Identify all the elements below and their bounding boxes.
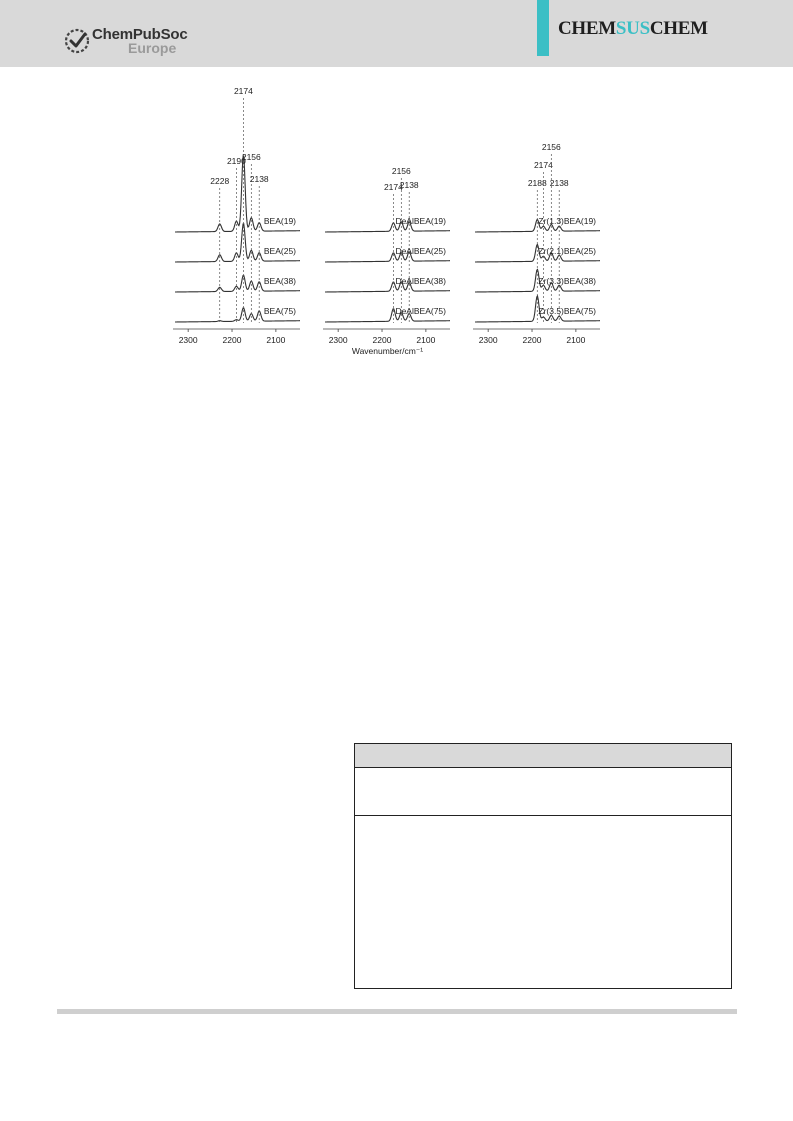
peak-label: 2156 <box>391 166 411 176</box>
series-label: DeAlBEA(75) <box>395 306 446 316</box>
footer-rule <box>57 1009 737 1014</box>
journal-title <box>558 18 708 40</box>
series-label: BEA(38) <box>263 276 296 286</box>
table-divider <box>355 815 731 816</box>
series-label: BEA(19) <box>263 216 296 226</box>
peak-label: 2188 <box>527 178 547 188</box>
page-header <box>0 0 793 67</box>
series-label: DeAlBEA(25) <box>395 246 446 256</box>
series-label: BEA(25) <box>263 246 296 256</box>
journal-title-part1: CHEM <box>558 18 616 39</box>
x-tick-label: 2300 <box>478 335 498 345</box>
x-tick-label: 2100 <box>566 335 586 345</box>
x-tick-label: 2100 <box>266 335 286 345</box>
x-tick-label: 2100 <box>416 335 436 345</box>
series-label: Zr(1.3)BEA(19) <box>538 216 596 226</box>
table-header-band <box>355 744 731 768</box>
peak-label: 2138 <box>399 180 419 190</box>
x-tick-label: 2200 <box>522 335 542 345</box>
peak-label: 2190 <box>226 156 246 166</box>
x-tick-label: 2300 <box>328 335 348 345</box>
chempubsoc-logo-icon <box>62 26 92 56</box>
publisher-name: ChemPubSoc <box>92 26 188 43</box>
table-frame <box>354 743 732 989</box>
journal-title-part2: SUS <box>615 18 650 39</box>
peak-label: 2156 <box>541 142 561 152</box>
x-tick-label: 2200 <box>222 335 242 345</box>
x-axis-title: Wavenumber/cm⁻¹ <box>351 346 424 356</box>
peak-label: 2174 <box>383 182 403 192</box>
x-tick-label: 2200 <box>372 335 392 345</box>
x-tick-label: 2300 <box>178 335 198 345</box>
series-label: BEA(75) <box>263 306 296 316</box>
peak-label: 2138 <box>549 178 569 188</box>
series-label: DeAlBEA(19) <box>395 216 446 226</box>
journal-accent-bar <box>537 0 549 56</box>
journal-title-part3: CHEM <box>649 18 708 39</box>
ir-spectra-chart <box>160 82 620 357</box>
peak-label: 2138 <box>249 174 269 184</box>
peak-label: 2228 <box>210 176 230 186</box>
peak-label: 2156 <box>241 152 261 162</box>
series-label: DeAlBEA(38) <box>395 276 446 286</box>
series-label: Zr(2.1)BEA(25) <box>538 246 596 256</box>
spectrum-line <box>175 224 300 262</box>
publisher-subtitle: Europe <box>128 40 177 56</box>
series-label: Zr(3.5)BEA(75) <box>538 306 596 316</box>
peak-label: 2174 <box>533 160 553 170</box>
peak-label: 2174 <box>233 86 253 96</box>
figure-co-ir-spectra <box>160 82 620 357</box>
series-label: Zr(3.3)BEA(38) <box>538 276 596 286</box>
